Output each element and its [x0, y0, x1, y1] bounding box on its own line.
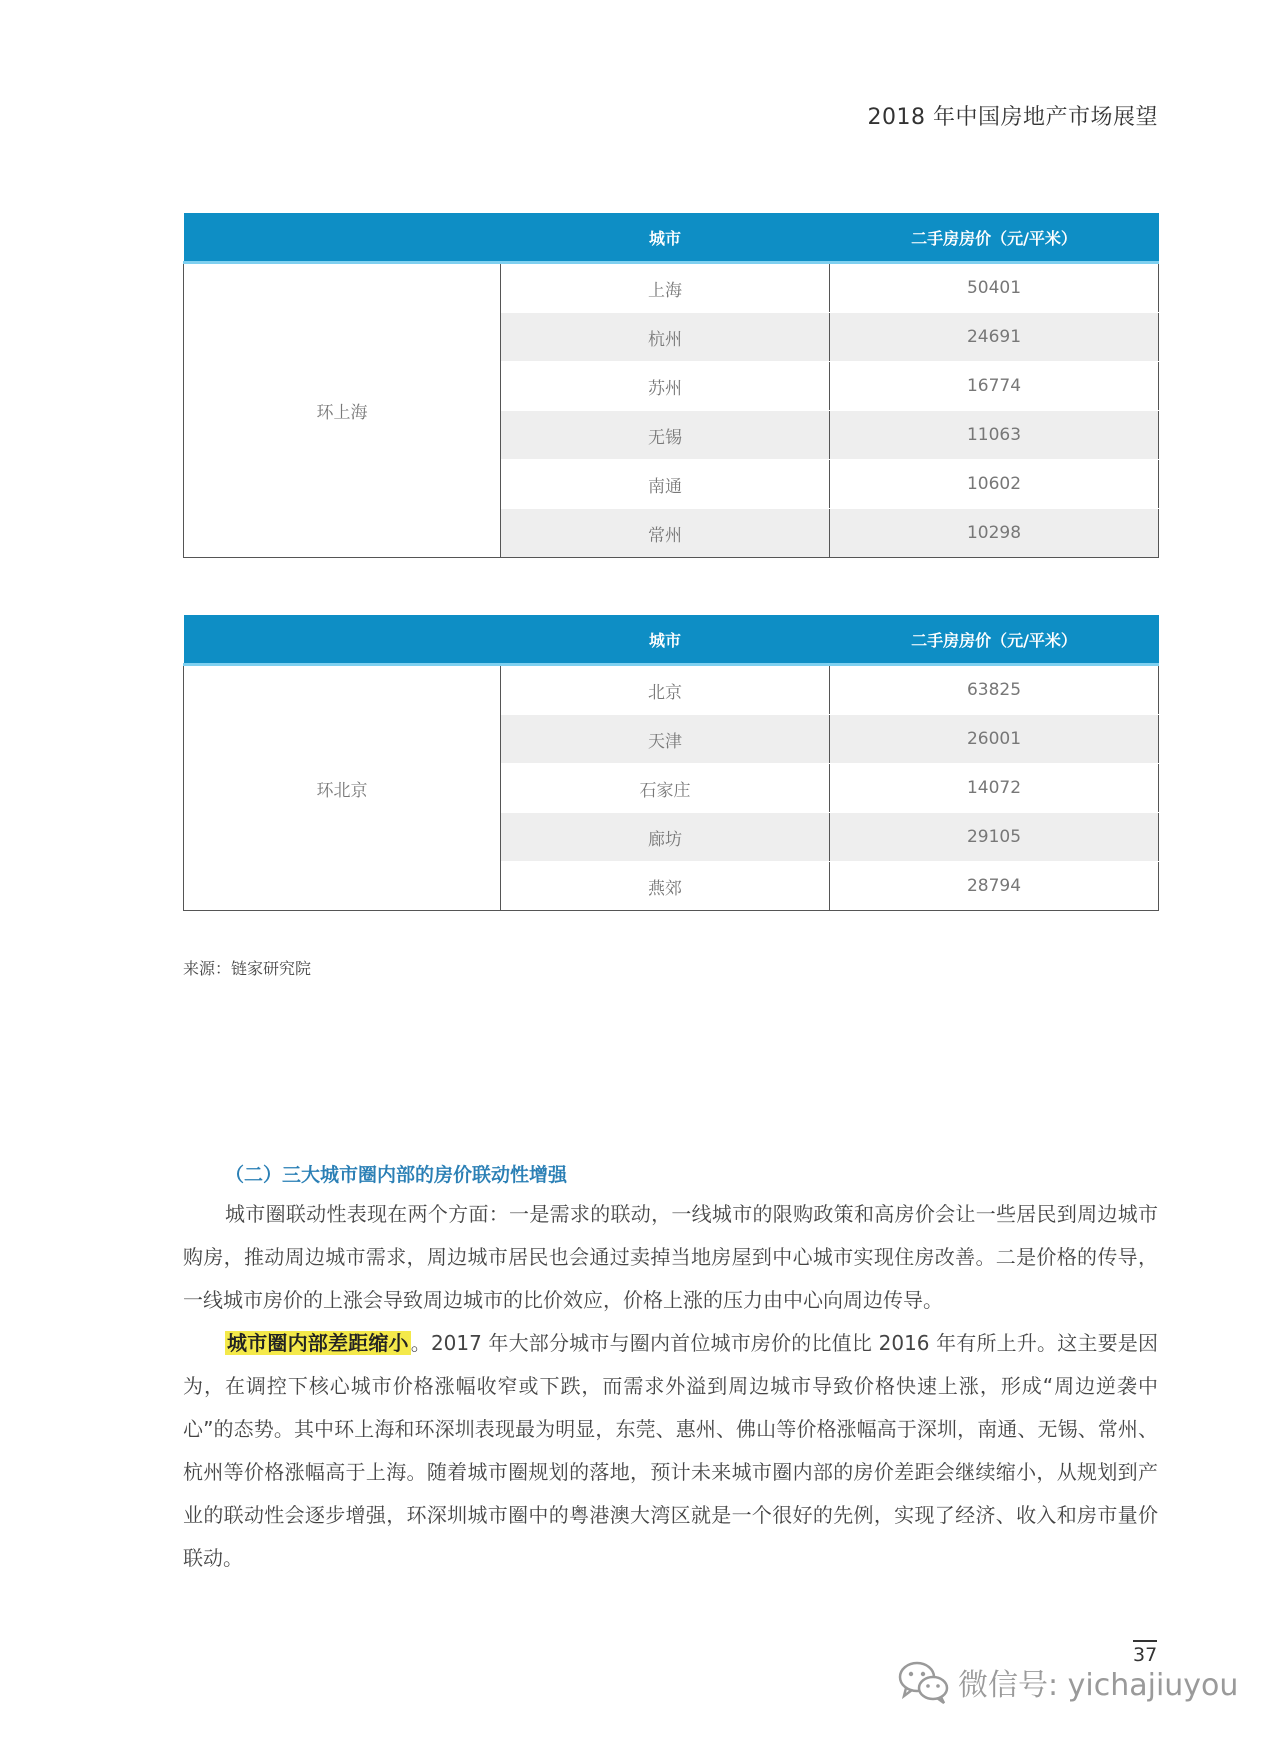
table-body: [184, 263, 1159, 558]
paragraph-rest: 。2017 年大部分城市与圈内首位城市房价的比值比 2016 年有所上升。这主要是因为，在调控下核心城市价格涨幅收窄或下跌，而需求外溢到周边城市导致价格快速上涨，形成“周边逆袭中心”的态势。其中环上海和环深圳表现最为明显，东莞、惠州、佛山等价格涨幅高于深圳，南通、无锡、常州、杭州等价格涨幅高于上海。随着城市圈规划的落地，预计未来城市圈内部的房价差距会继续缩小，从规划到产业的联动性会逐步增强，环深圳城市圈中的粤港澳大湾区就是一个很好的先例，实现了经济、收入和房市量价联动。: [183, 1331, 1159, 1570]
paragraph-gap-narrowing: [183, 1322, 1158, 1580]
city-cell: 天津: [501, 715, 830, 764]
wechat-icon: [898, 1660, 950, 1704]
city-cell: 石家庄: [501, 764, 830, 813]
city-cell: 燕郊: [501, 862, 830, 911]
table-header-price: 二手房房价（元/平米）: [830, 615, 1159, 665]
section-heading: （二）三大城市圈内部的房价联动性增强: [225, 1164, 568, 1186]
table-header-city: 城市: [501, 213, 830, 263]
city-cell: 廊坊: [501, 813, 830, 862]
region-cell: 环北京: [184, 665, 501, 911]
price-cell: 11063: [830, 411, 1159, 460]
city-cell: 无锡: [501, 411, 830, 460]
table-row: [184, 665, 1159, 715]
price-cell: 14072: [830, 764, 1159, 813]
table-header-price: 二手房房价（元/平米）: [830, 213, 1159, 263]
source-note: 来源：链家研究院: [183, 959, 312, 978]
price-cell: 63825: [830, 665, 1159, 715]
price-cell: 26001: [830, 715, 1159, 764]
price-cell: 24691: [830, 313, 1159, 362]
city-cell: 南通: [501, 460, 830, 509]
price-cell: 28794: [830, 862, 1159, 911]
table-header-city: 城市: [501, 615, 830, 665]
city-cell: 常州: [501, 509, 830, 558]
paragraph-linkage: 城市圈联动性表现在两个方面：一是需求的联动，一线城市的限购政策和高房价会让一些居民到周边城市购房，推动周边城市需求，周边城市居民也会通过卖掉当地房屋到中心城市实现住房改善。二是价格的传导，一线城市房价的上涨会导致周边城市的比价效应，价格上涨的压力由中心向周边传导。: [183, 1202, 1158, 1312]
city-cell: 苏州: [501, 362, 830, 411]
price-table-beijing: [183, 615, 1159, 911]
watermark-text: 微信号: yichajiuyou: [958, 1668, 1239, 1703]
city-cell: 上海: [501, 263, 830, 313]
table-header-blank: [184, 615, 501, 665]
price-cell: 29105: [830, 813, 1159, 862]
table-row: [184, 263, 1159, 313]
price-cell: 50401: [830, 263, 1159, 313]
price-table-shanghai: [183, 213, 1159, 558]
table-body: [184, 665, 1159, 911]
highlighted-key-phrase: 城市圈内部差距缩小: [227, 1331, 409, 1355]
region-cell: 环上海: [184, 263, 501, 558]
page-number: 37: [1133, 1640, 1157, 1666]
city-cell: 杭州: [501, 313, 830, 362]
watermark: [898, 1660, 1238, 1704]
price-cell: 10298: [830, 509, 1159, 558]
price-cell: 10602: [830, 460, 1159, 509]
table-header-blank: [184, 213, 501, 263]
city-cell: 北京: [501, 665, 830, 715]
running-header: 2018 年中国房地产市场展望: [867, 105, 1158, 130]
price-cell: 16774: [830, 362, 1159, 411]
